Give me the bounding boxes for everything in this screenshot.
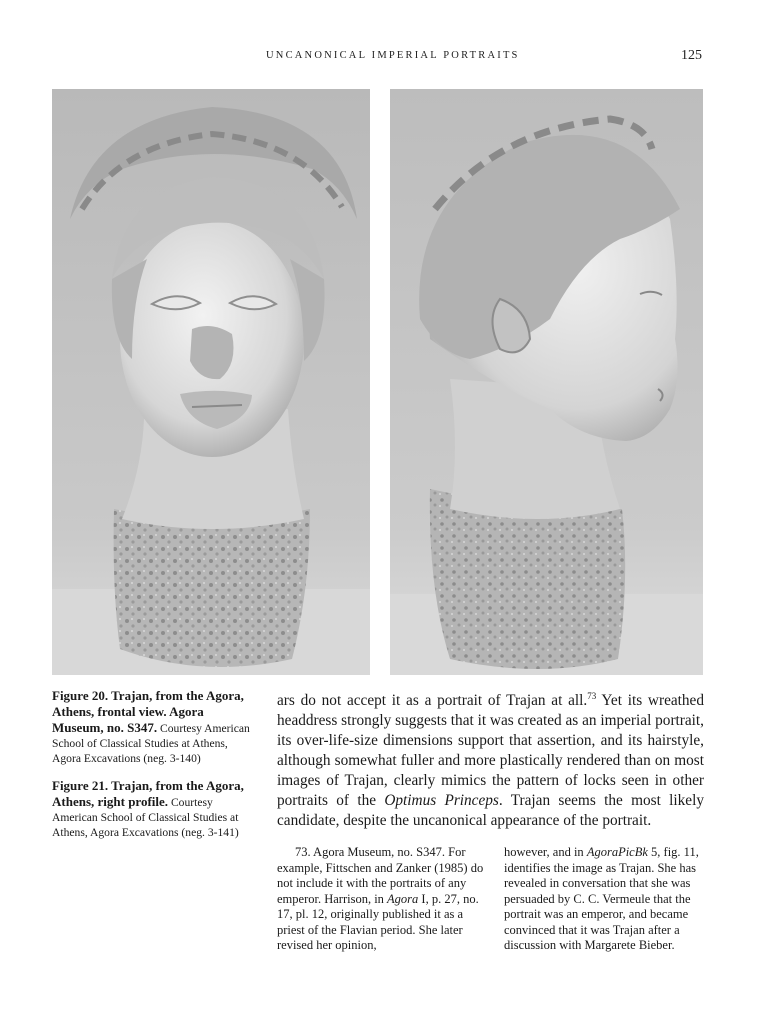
figure-20-photo: [52, 89, 370, 675]
caption-credit: Courtesy American School of Classical Studies at Athens, Agora Excavations (neg. 3-140): [52, 722, 250, 765]
body-text-segment: . Trajan seems the most likely candidate, despite the uncanonical appearance of the portrait.: [277, 792, 704, 829]
caption-figure-20: [52, 688, 258, 766]
page-number: 125: [681, 48, 702, 63]
body-italic: Optimus Princeps: [384, 792, 499, 809]
caption-lead: Figure 21. Trajan, from the Agora, Athens, right profile.: [52, 778, 244, 809]
footnote-italic: AgoraPicBk: [586, 845, 648, 859]
footnote-ref[interactable]: 73: [587, 690, 597, 701]
footnote-italic: Agora: [387, 891, 419, 906]
caption-credit: Courtesy American School of Classical Studies at Athens, Agora Excavations (neg. 3-141): [52, 796, 239, 839]
footnote-segment: 73. Agora Museum, no. S347. For example, Fittschen and Zanker (1985) do not include it with the portraits of any emperor. Harrison, in: [277, 845, 484, 906]
caption-figure-21: [52, 778, 258, 840]
trajan-frontal-image: [52, 89, 370, 675]
figure-21-photo: [390, 89, 703, 675]
footnote-segment: 5, fig. 11, identifies the image as Trajan. She has revealed in conversation that she was persuaded by C. C. Vermeule that the portrait was an emperor, and became convinced that it was Trajan after a discussion with Margarete Bieber.: [504, 845, 699, 952]
caption-lead: Figure 20. Trajan, from the Agora, Athens, frontal view. Agora Museum, no. S347.: [52, 688, 244, 735]
footnote-segment: however, and in: [504, 845, 587, 859]
footnote-right-column: [504, 845, 712, 954]
body-paragraph: [277, 691, 704, 831]
trajan-profile-image: [390, 89, 703, 675]
figure-captions: [52, 688, 258, 852]
footnote-segment: I, p. 27, no. 17, pl. 12, originally published it as a priest of the Flavian period. She later revised her opinion,: [277, 891, 479, 952]
body-text-segment: ars do not accept it as a portrait of Trajan at all.: [277, 692, 588, 709]
body-text-segment: Yet its wreathed headdress strongly suggests that it was created as an imperial portrait, its over-life-size dimensions support that assertion, and its hairstyle, although somewhat fuller and more plastically rendered than on most images of Trajan, clearly mimics the pattern of locks seen in other portraits of the: [277, 692, 704, 809]
footnote-left-column: [277, 845, 485, 954]
running-title: UNCANONICAL IMPERIAL PORTRAITS: [266, 50, 520, 61]
running-head: [0, 50, 758, 66]
